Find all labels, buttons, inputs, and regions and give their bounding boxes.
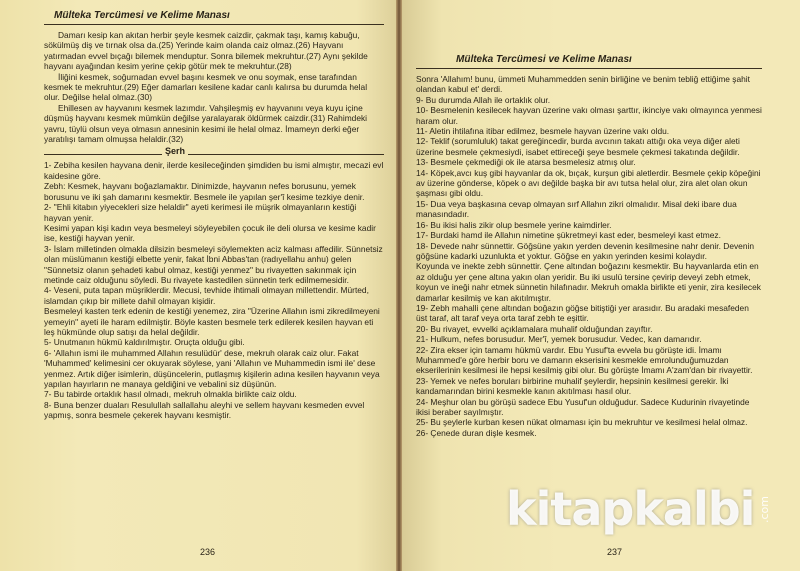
paragraph: 1- Zebiha kesilen hayvana denir, ilerde kesileceğinden şimdiden bu ismi almıştır, mecazi evl kaidesine göre. xyxy=(44,160,384,181)
right-page-number: 237 xyxy=(607,547,623,557)
paragraph: 7- Bu tabirde ortaklık hasıl olmadı, mekruh olmakla birlikte caiz oldu. xyxy=(44,389,297,400)
watermark-logo xyxy=(506,478,778,540)
paragraph: 18- Devede nahr sünnettir. Göğsüne yakın yerden devenin kesilmesine nahr denir. Devenin göğsüne kadarki uzunlukta et yoktur. Göğse en yakın yerinden kesimi kolaydır. xyxy=(416,240,754,261)
right-notes xyxy=(416,74,762,438)
sherh-divider xyxy=(44,146,384,160)
left-page-number: 236 xyxy=(200,547,216,557)
paragraph: 8- Buna benzer duaları Resulullah sallallahu aleyhi ve sellem hayvanı kesmeden evvel yapmış, sonra besmele çekerek hayvanı kesmiştir. xyxy=(44,399,365,421)
paragraph: 22- Zira ekser için tamamı hükmü vardır. Ebu Yusuf'ta evvela bu görüşte idi. İmamı Muhammed'e göre herbir boru ve damarın ekserisini kesmekle emrolunduğumuzdan ekserilerinin kesilmesi ile hepsi kesilmiş gibi olur. Bu görüşte İmamı A'zam'dan bir rivayettir. xyxy=(416,344,753,376)
paragraph: 4- Veseni, puta tapan müşriklerdir. Mecusi, tevhide ihtimali olmayan millettendir. Mürted, islamdan çıkıp bir millete dahil olmayan kişidir. xyxy=(44,285,369,306)
paragraph: İliğini kesmek, soğurnadan evvel başını kesmek ve onu soymak, ense tarafından kesmek te mekruhtur.(29) Eğer damarları kesilene kadar canlı kalırsa bu durumda helal olur. Değilse helal olmaz.(30) xyxy=(44,71,368,103)
paragraph: 6- 'Allahın ismi ile muhammed Allahın resulüdür' dese, mekruh olarak caiz olur. Fakat 'Muhammed' kelimesini cer okuyarak söylese, yani 'Allahın ve Muhammedin ismi ile' dese yenmez. Artık diğer isimlerin, düşüncelerin, putlaşmış kişilerin adına kesilen hayvanın veya yapılan hayırların ne manaya geldiğini ve vebalini siz düşünün. xyxy=(44,347,380,389)
paragraph: 23- Yemek ve nefes boruları birbirine muhalif şeylerdir, hepsinin kesilmesi gerekir. İki kandamarından birini kesmekle kanın akıtılması hasıl olur. xyxy=(416,375,729,397)
right-running-header: Mülteka Tercümesi ve Kelime Manası xyxy=(416,54,762,69)
paragraph: 20- Bu rivayet, evvelki açıklamalara muhalif olduğundan zayıftır. xyxy=(416,323,653,334)
paragraph: Besmeleyi kasten terk edenin de kestiği yenemez, zira "Üzerine Allahın ismi zikredilmeyeni yemeyin" ayeti ile haram edilmiştir. Böyle kasten besmele terk edilerek kesilen hayvan eti leş hükmünde olup satışı da helal değildir. xyxy=(44,306,380,337)
paragraph: 10- Besmelenin kesilecek hayvan üzerine vakı olması şarttır, ikinciye vakı olmayınca yenmesi haram olur. xyxy=(416,105,762,126)
sherh-rule xyxy=(44,154,384,155)
paragraph: 25- Bu şeylerle kurban kesen nükat olmaması için bu mekruhtur ve kesilmesi helal olmaz. xyxy=(416,417,748,428)
watermark-suffix: .com xyxy=(758,495,772,523)
left-main-text xyxy=(44,30,384,144)
paragraph: Koyunda ve inekte zebh sünnettir. Çene altından boğazını kesmektir. Bu hayvanlarda etin en az olduğu yer çene altına yakın olan yeridir. Bu iki usulü tersine çevirip deveyi zebh etmek, koyun ve ineği nahr etmek sünnetin hilafınadır. Mekruh omakla birlikte eti yenir, zira kesilecek damarlar kesilmiş ve kan akıtılmıştır. xyxy=(416,261,761,303)
sherh-heading: Şerh xyxy=(162,146,188,156)
paragraph: Ehillesen av hayvanını kesmek lazımdır. Vahşileşmiş ev hayvanını veya kuyu içine düşmüş hayvanı kesmek mümkün değilse yaralayarak öldürmek caizdir.(31) Rahimdeki yavru, tüylü olsun veya olmasın annesinin kesimi ile helal olmaz. İmameyn derki eğer yaratılışı tamam olmuşsa helaldir.(32) xyxy=(44,102,368,145)
paragraph: 15- Dua veya başkasına cevap olmayan sırf Allahın zikri olmalıdır. Misal deki ibare dua manasındadır. xyxy=(416,198,737,220)
paragraph: 24- Meşhur olan bu görüşü sadece Ebu Yusuf'un olduğudur. Sadece Kudurinin rivayetinde ikisi beraber sayılmıştır. xyxy=(416,396,750,417)
paragraph: 2- "Ehli kitabın yiyecekleri size helaldir" ayeti kerimesi ile müşrik olmayanların kestiği hayvan yenir. xyxy=(44,202,357,223)
left-page xyxy=(0,0,396,571)
paragraph: 19- Zebh mahalli çene altından boğazın göğse bitiştiği yer arasıdır. Bu aradaki mesafeden üst taraf, alt taraf veya orta taraf zebh te eşittir. xyxy=(416,302,749,324)
paragraph: 16- Bu ikisi halis zikir olup besmele yerine kaimdirler. xyxy=(416,219,612,230)
paragraph: 14- Köpek,avcı kuş gibi hayvanlar da ok, bıçak, kurşun gibi aletlerdir. Besmele çekip köpeğini av üzerine gönderse, köpek o avı değilde başka bir avı tutsa helal olur, zira alet olan okun şaşması gibi oldu. xyxy=(416,167,761,199)
paragraph: 17- Burdaki hamd ile Allahın nimetine şükretmeyi kast eder, besmeleyi kast etmez. xyxy=(416,230,721,241)
watermark-text: kitapkalbi xyxy=(506,482,755,536)
paragraph: 5- Unutmanın hükmü kaldırılmıştır. Oruçta olduğu gibi. xyxy=(44,337,245,348)
paragraph: 3- İslam milletinden olmakla dilsizin besmeleyi söylemekten aciz kalması affedilir. Sünnetsiz olan müslümanın kestiği elbette yenir, fakat İbni Abbas'tan (radıyellahu anhu) gelen "Sünnetsiz olanın şehadeti kabul olmaz, kestiği yenmez" bu rivayetten sakınmak için metinde caiz olduğunu söyledi. Bu rivayete kastedilen sünnetin terk edilmemesidir. xyxy=(44,243,383,285)
paragraph: Damarı kesip kan akıtan herbir şeyle kesmek caizdir, çakmak taşı, kamış kabuğu, sökülmüş diş ve tırnak olsa da.(25) Yerinde kaim olanda caiz olmaz.(26) Hayvanı yatırmadan evvel bıçağı bilemek menduptur. Sonra bilemek mekruhtur.(27) Aynı şekilde hayvanı ayağından kesim yerine çekip götür mek te mekruhtur.(28) xyxy=(44,30,368,72)
paragraph: 13- Besmele çekmediği ok ile atarsa besmelesiz atmış olur. xyxy=(416,157,636,168)
paragraph: 12- Teklif (sorumluluk) takat gereğincedir, burda avcının takatı attığı oka veya diğer aleti üzerine besmele çekmesiydi, isabet ettireceği şeye besmele çekmesi takatında değildir. xyxy=(416,136,740,157)
paragraph: Sonra 'Allahım! bunu, ümmeti Muhammedden senin birliğine ve benim tebliğ ettiğime şahit olandan kabul et' derdi. xyxy=(416,74,750,95)
paragraph: 26- Çenede duran dişle kesmek. xyxy=(416,427,537,438)
paragraph: 11- Aletin ihtilafına itibar edilmez, besmele hayvan üzerine vakı oldu. xyxy=(416,126,670,137)
paragraph: Kesimi yapan kişi kadın veya besmeleyi söyleyebilen çocuk ile deli olursa ve kesime kadir ise, kestiği hayvan yenir. xyxy=(44,222,376,244)
paragraph: 9- Bu durumda Allah ile ortaklık olur. xyxy=(416,94,551,105)
paragraph: 21- Hulkum, nefes borusudur. Mer'î, yemek borusudur. Vedec, kan damarıdır. xyxy=(416,334,702,345)
paragraph: Zebh: Kesmek, hayvanı boğazlamaktır. Dinimizde, hayvanın nefes borusunu, yemek borusunu ve iki şah damarını kesmektir. Besmele ile yapılan şer'î kesime tezkiye denir. xyxy=(44,181,365,202)
left-running-header: Mülteka Tercümesi ve Kelime Manası xyxy=(44,10,384,25)
left-notes xyxy=(44,160,384,420)
